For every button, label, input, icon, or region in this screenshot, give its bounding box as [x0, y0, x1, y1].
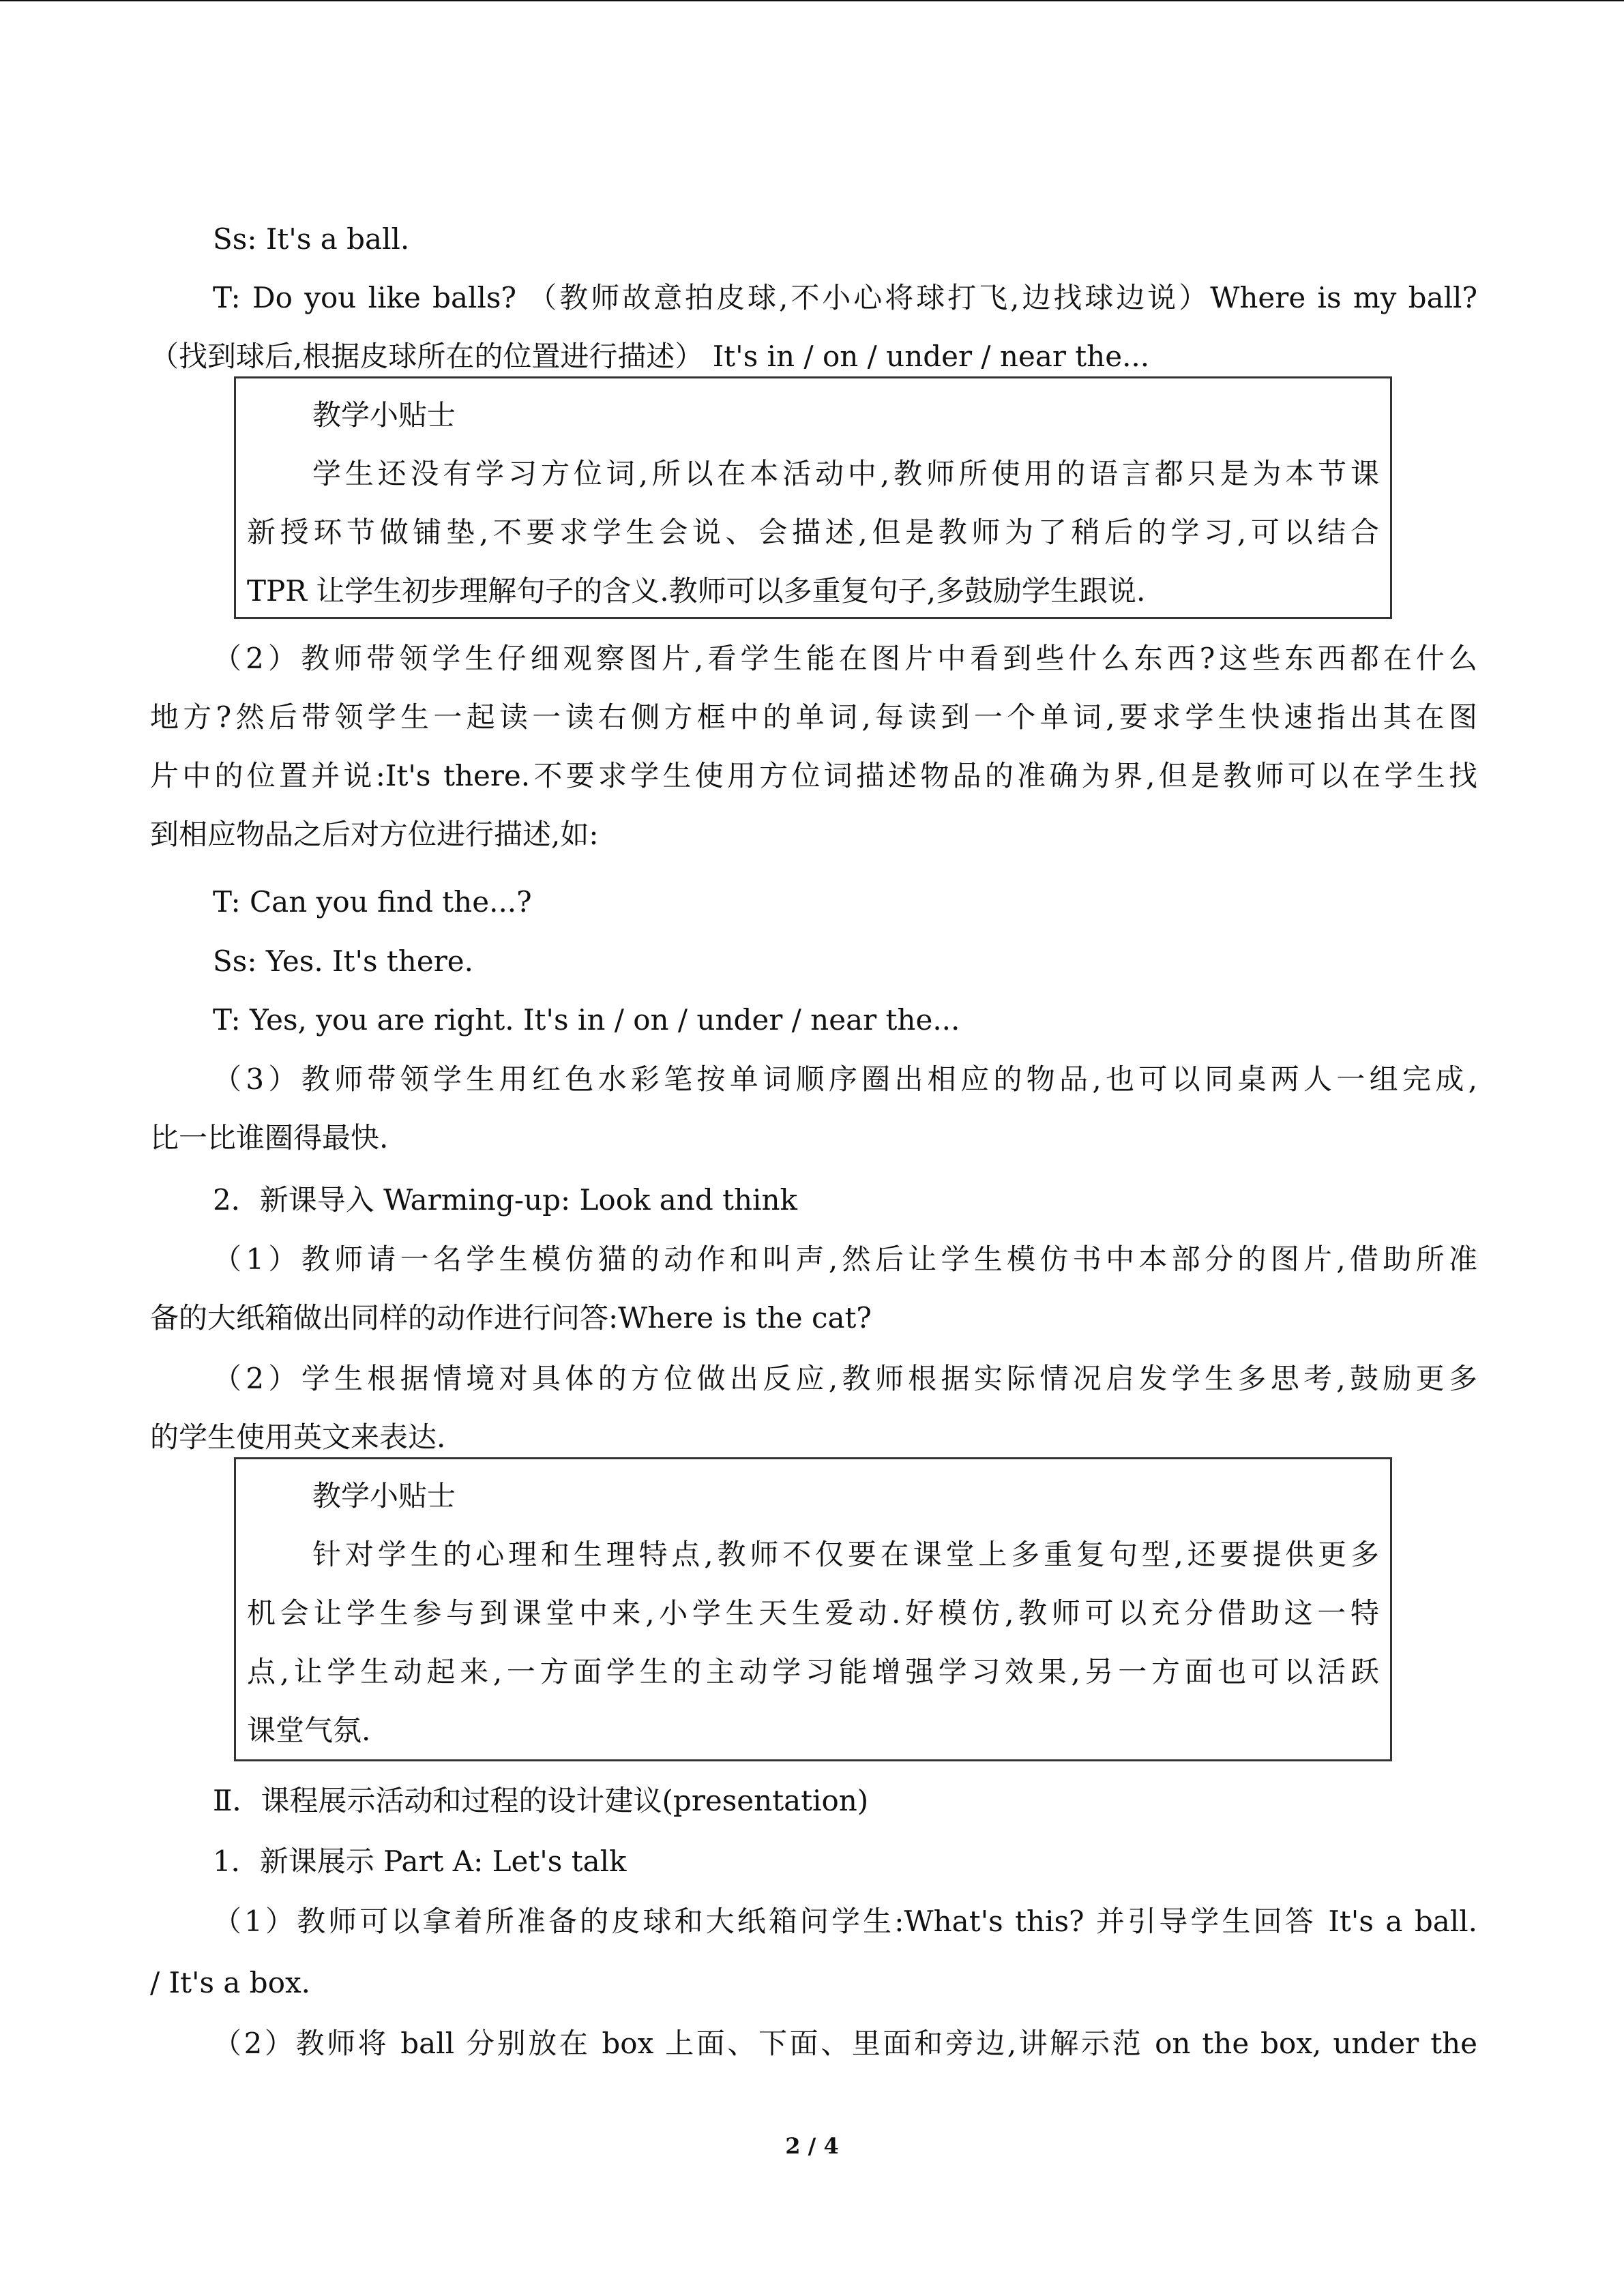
paragraph-line: （2）教师带领学生仔细观察图片,看学生能在图片中看到些什么东西?这些东西都在什么 [213, 642, 1477, 675]
paragraph-line: / It's a box. [150, 1966, 311, 1999]
paragraph-line: 比一比谁圈得最快. [150, 1121, 389, 1154]
dialogue-line: T: Yes, you are right. It's in / on / under / near the... [213, 1003, 960, 1037]
tip-line: 学生还没有学习方位词,所以在本活动中,教师所使用的语言都只是为本节课 [312, 457, 1379, 490]
section-heading: Ⅱ．课程展示活动和过程的设计建议(presentation) [213, 1784, 869, 1817]
tip-title: 教学小贴士 [312, 398, 456, 432]
tip-line: 针对学生的心理和生理特点,教师不仅要在课堂上多重复句型,还要提供更多 [312, 1538, 1379, 1571]
paragraph-line: 地方?然后带领学生一起读一读右侧方框中的单词,每读到一个单词,要求学生快速指出其在图 [150, 700, 1477, 734]
tip-line: 新授环节做铺垫,不要求学生会说、会描述,但是教师为了稍后的学习,可以结合 [247, 516, 1379, 549]
section-heading: 2．新课导入 Warming-up: Look and think [213, 1183, 797, 1217]
teaching-tip-box [234, 1457, 1392, 1761]
top-border-line [0, 0, 1624, 1]
paragraph-line: （找到球后,根据皮球所在的位置进行描述） It's in / on / under / near the... [150, 340, 1150, 373]
paragraph-line: （1）教师可以拿着所准备的皮球和大纸箱问学生:What's this? 并引导学生回答 It's a ball. [213, 1905, 1477, 1938]
page-number: 2 / 4 [785, 2133, 839, 2159]
tip-line: 机会让学生参与到课堂中来,小学生天生爱动.好模仿,教师可以充分借助这一特 [247, 1596, 1379, 1630]
paragraph-line: 备的大纸箱做出同样的动作进行问答:Where is the cat? [150, 1301, 872, 1335]
dialogue-line: T: Can you find the...? [213, 885, 532, 919]
section-heading: 1．新课展示 Part A: Let's talk [213, 1845, 627, 1878]
tip-line: 点,让学生动起来,一方面学生的主动学习能增强学习效果,另一方面也可以活跃 [247, 1655, 1379, 1688]
tip-line: 课堂气氛. [247, 1714, 371, 1747]
paragraph-line: 到相应物品之后对方位进行描述,如: [150, 818, 599, 851]
tip-title: 教学小贴士 [312, 1479, 456, 1512]
paragraph-line: 片中的位置并说:It's there.不要求学生使用方位词描述物品的准确为界,但是教师可以在学生找 [150, 759, 1477, 792]
tip-line: TPR 让学生初步理解句子的含义.教师可以多重复句子,多鼓励学生跟说. [247, 574, 1146, 608]
paragraph-line: （1）教师请一名学生模仿猫的动作和叫声,然后让学生模仿书中本部分的图片,借助所准 [213, 1242, 1477, 1276]
paragraph-line: （2）学生根据情境对具体的方位做出反应,教师根据实际情况启发学生多思考,鼓励更多 [213, 1362, 1477, 1395]
paragraph-line: （2）教师将 ball 分别放在 box 上面、下面、里面和旁边,讲解示范 on the box, under the [213, 2027, 1477, 2060]
dialogue-line: Ss: Yes. It's there. [213, 944, 473, 978]
paragraph-line: （3）教师带领学生用红色水彩笔按单词顺序圈出相应的物品,也可以同桌两人一组完成, [213, 1062, 1477, 1096]
paragraph-line: 的学生使用英文来表达. [150, 1420, 446, 1454]
dialogue-line: T: Do you like balls? （教师故意拍皮球,不小心将球打飞,边找球边说）Where is my ball? [213, 281, 1477, 314]
teaching-tip-box [234, 376, 1392, 619]
dialogue-line: Ss: It's a ball. [213, 222, 410, 256]
